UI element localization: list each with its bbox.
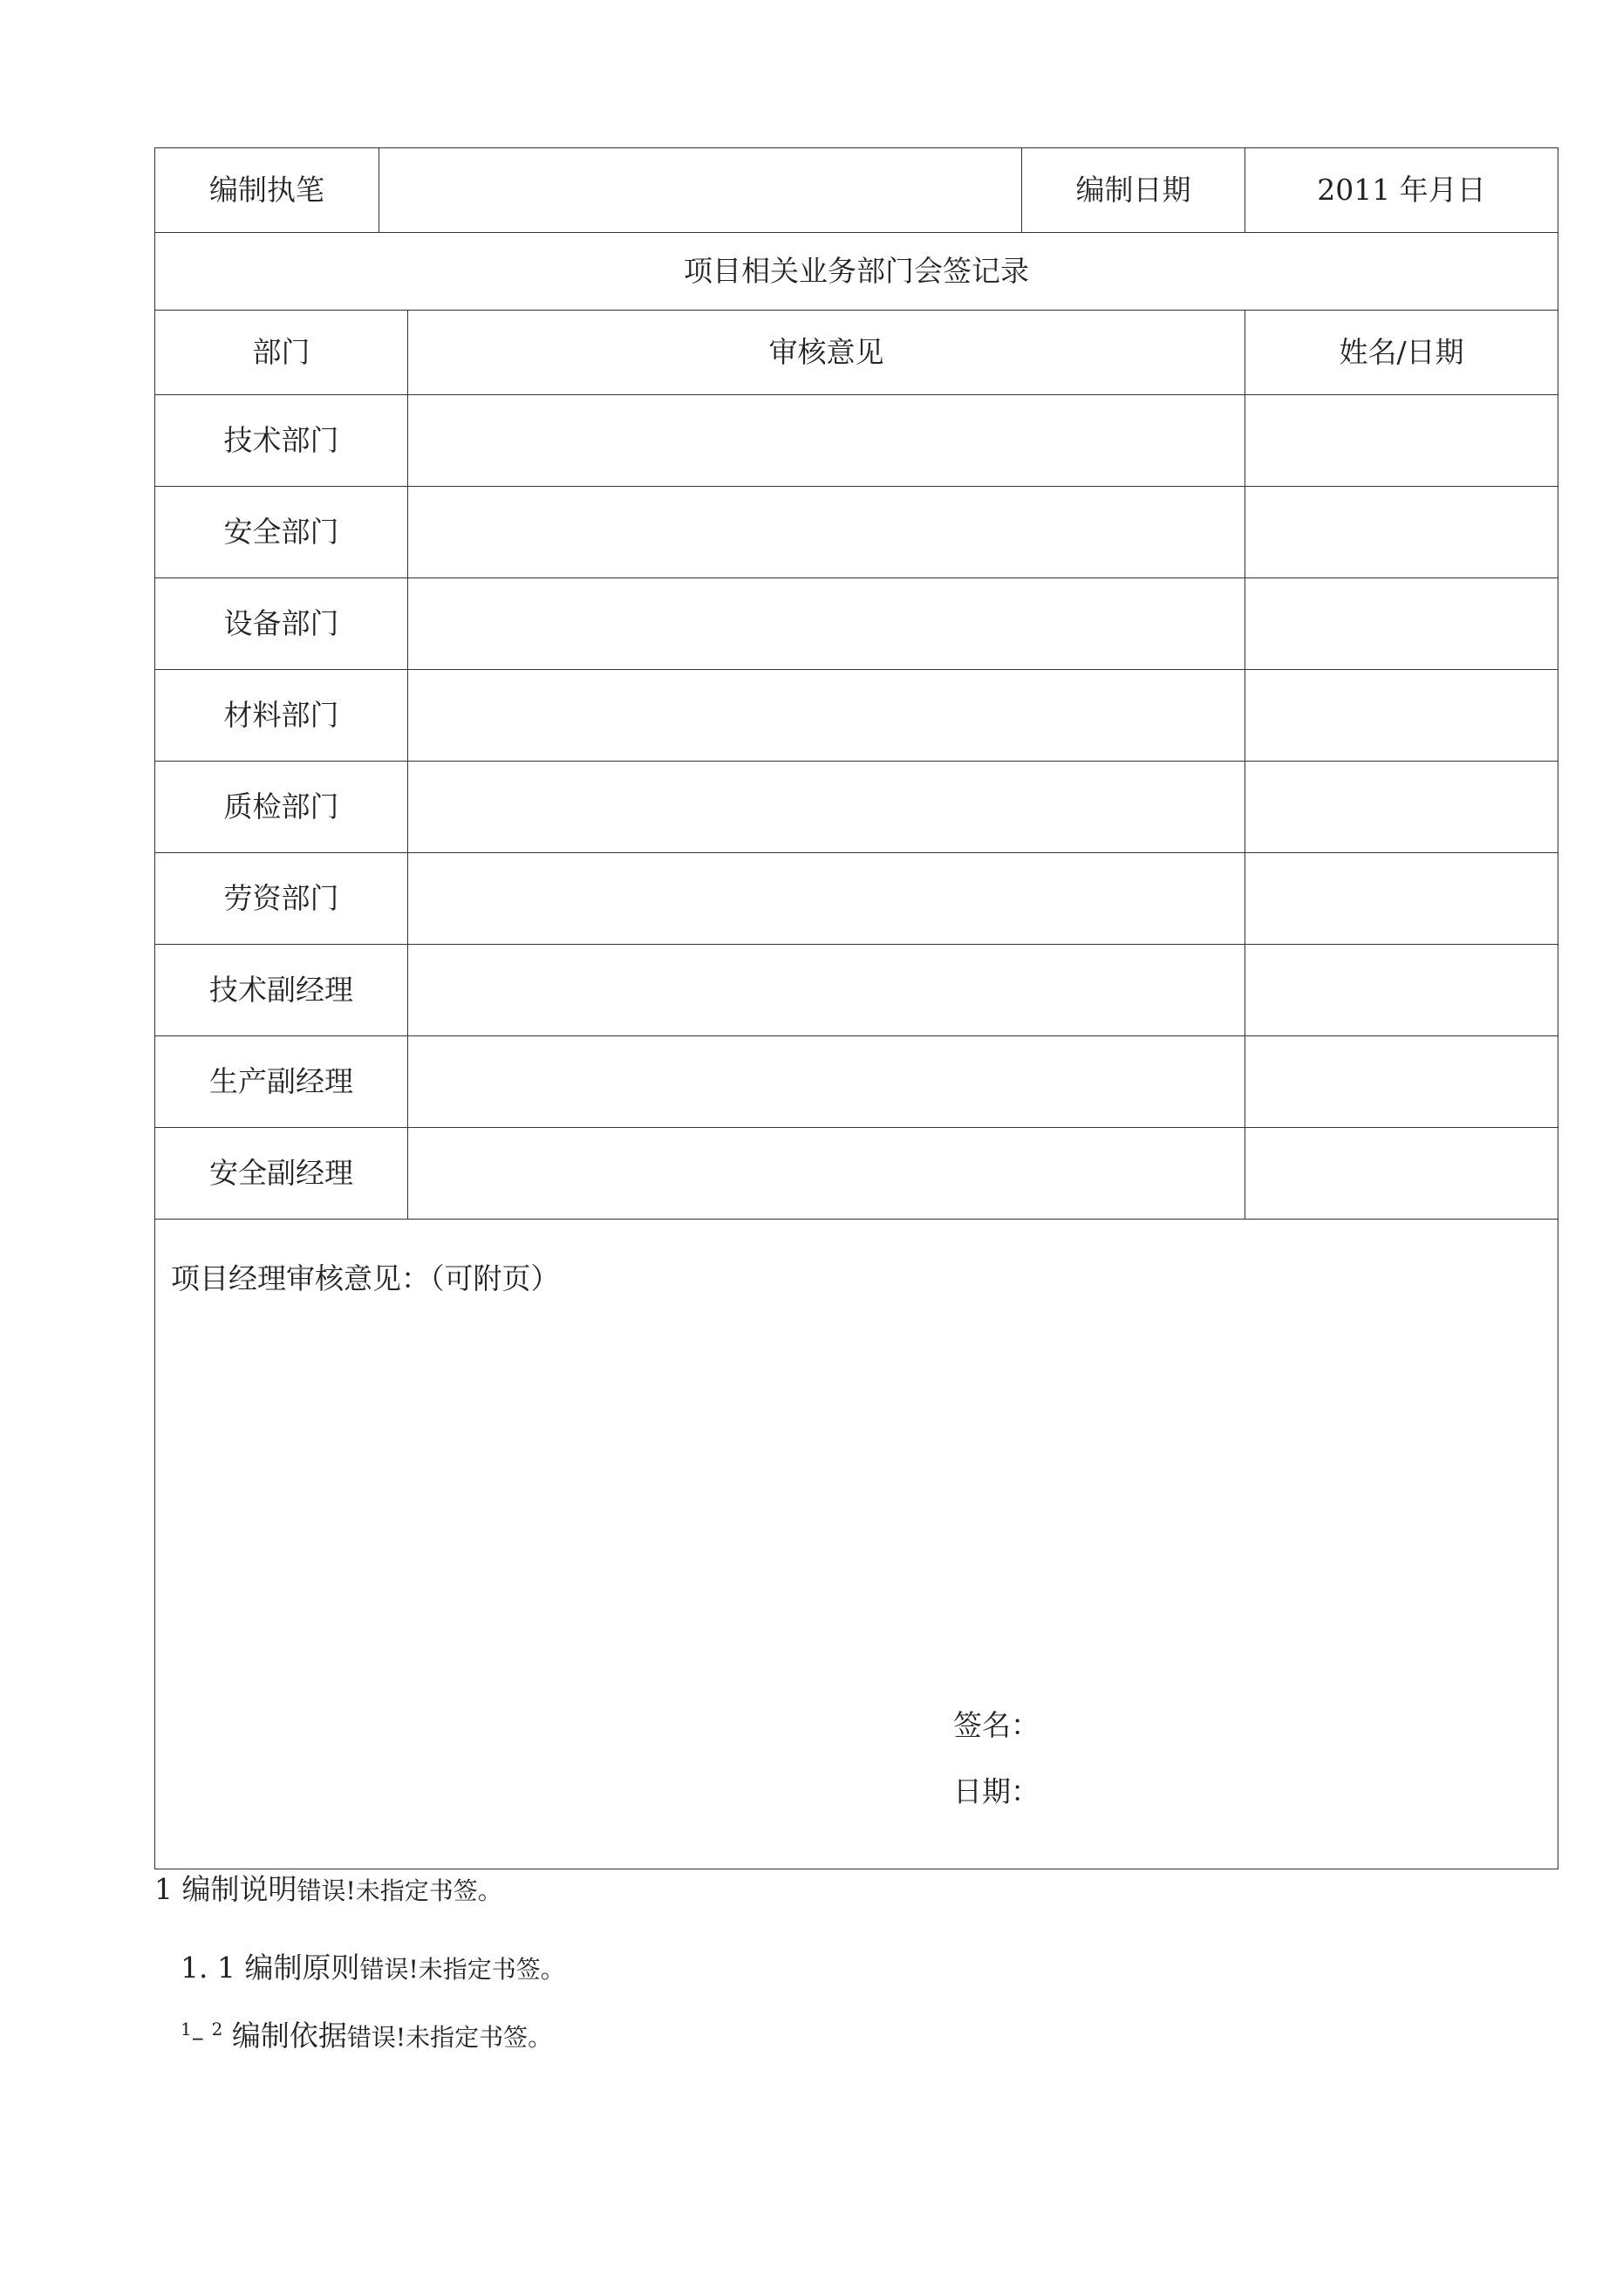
toc-line-1-error: 错误!未指定书签。 [297, 1876, 502, 1905]
name-date-field[interactable] [1245, 853, 1558, 945]
name-date-field[interactable] [1245, 578, 1558, 670]
column-header-row [155, 311, 1558, 395]
opinion-field[interactable] [408, 487, 1245, 578]
manager-review-field[interactable] [155, 1220, 1558, 1869]
toc-line-2[interactable] [181, 1945, 565, 1986]
table-row [155, 670, 1558, 762]
name-date-field[interactable] [1245, 487, 1558, 578]
dept-cell: 技术部门 [155, 395, 408, 487]
toc-line-3-prefix-a: 1 [181, 2019, 192, 2040]
section-title: 项目相关业务部门会签记录 [155, 233, 1558, 311]
name-date-field[interactable] [1245, 762, 1558, 853]
toc-line-3-prefix-b: – [191, 2023, 212, 2052]
opinion-field[interactable] [408, 762, 1245, 853]
table-row [155, 945, 1558, 1036]
opinion-field[interactable] [408, 395, 1245, 487]
dept-cell: 技术副经理 [155, 945, 408, 1036]
name-date-field[interactable] [1245, 395, 1558, 487]
opinion-field[interactable] [408, 1128, 1245, 1220]
name-date-field[interactable] [1245, 1128, 1558, 1220]
dept-cell: 安全部门 [155, 487, 408, 578]
table-row [155, 578, 1558, 670]
opinion-field[interactable] [408, 1036, 1245, 1128]
name-date-field[interactable] [1245, 945, 1558, 1036]
toc-line-1-title: 1 编制说明 [154, 1872, 297, 1906]
opinion-field[interactable] [408, 853, 1245, 945]
sign-off-form [154, 147, 1558, 1869]
dept-cell: 劳资部门 [155, 853, 408, 945]
toc-line-2-error: 错误!未指定书签。 [359, 1955, 565, 1984]
opinion-field[interactable] [408, 945, 1245, 1036]
manager-review-row [155, 1220, 1558, 1869]
table-row [155, 487, 1558, 578]
compile-writer-label: 编制执笔 [155, 148, 379, 233]
dept-cell: 质检部门 [155, 762, 408, 853]
name-date-field[interactable] [1245, 670, 1558, 762]
toc-line-2-title: 1. 1 编制原则 [181, 1951, 360, 1985]
dept-cell: 生产副经理 [155, 1036, 408, 1128]
column-header-opinion: 审核意见 [408, 311, 1245, 395]
compile-date-field[interactable]: 2011 年月日 [1245, 148, 1558, 233]
column-header-dept: 部门 [155, 311, 408, 395]
toc-line-1[interactable] [154, 1867, 502, 1908]
toc-line-3-title: 编制依据 [222, 2019, 347, 2053]
toc-line-3-error: 错误!未指定书签。 [346, 2023, 553, 2052]
table-row [155, 1036, 1558, 1128]
column-header-name-date: 姓名/日期 [1245, 311, 1558, 395]
header-row [155, 148, 1558, 233]
manager-review-label: 项目经理审核意见：（可附页） [171, 1261, 560, 1295]
dept-cell: 设备部门 [155, 578, 408, 670]
compile-writer-field[interactable] [379, 148, 1022, 233]
table-row [155, 395, 1558, 487]
opinion-field[interactable] [408, 670, 1245, 762]
dept-cell: 安全副经理 [155, 1128, 408, 1220]
name-date-field[interactable] [1245, 1036, 1558, 1128]
section-title-row [155, 233, 1558, 311]
signature-label: 签名： [953, 1708, 1040, 1742]
toc-line-3[interactable] [181, 2013, 552, 2054]
table-row [155, 1128, 1558, 1220]
opinion-field[interactable] [408, 578, 1245, 670]
dept-cell: 材料部门 [155, 670, 408, 762]
toc-line-3-prefix-c: 2 [211, 2019, 223, 2040]
date-label: 日期： [953, 1774, 1040, 1808]
compile-date-label: 编制日期 [1022, 148, 1245, 233]
table-row [155, 853, 1558, 945]
table-row [155, 762, 1558, 853]
